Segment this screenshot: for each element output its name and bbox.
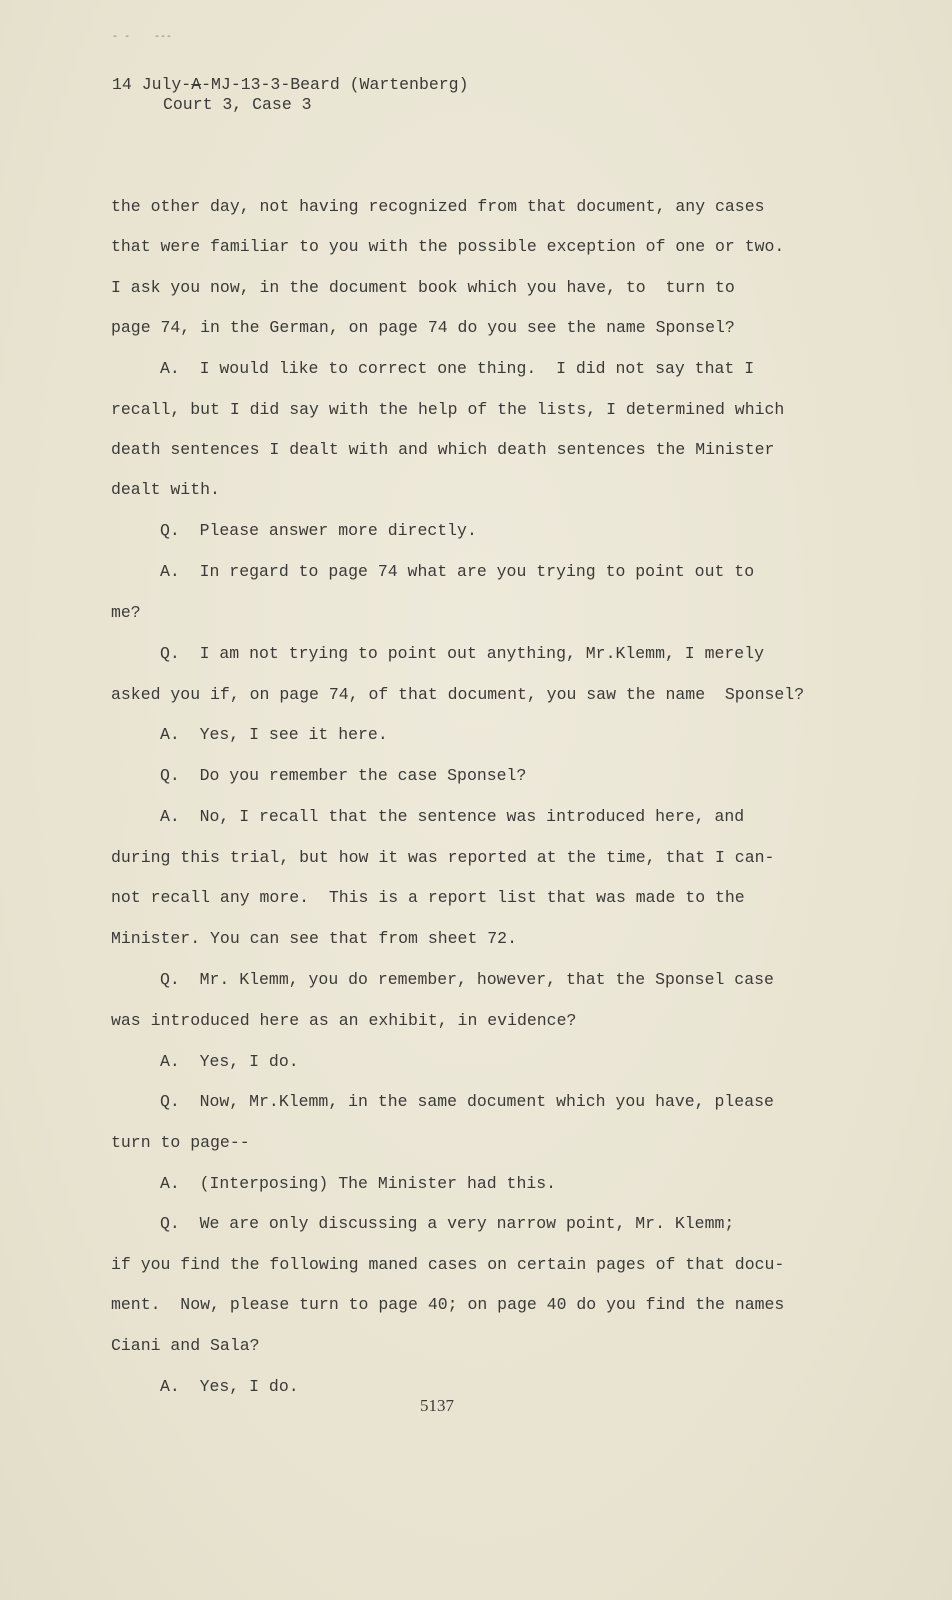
transcript-line: Q. I am not trying to point out anything, Mr.Klemm, I merely	[160, 644, 764, 663]
transcript-line: page 74, in the German, on page 74 do you see the name Sponsel?	[111, 318, 735, 337]
transcript-line: not recall any more. This is a report list that was made to the	[111, 888, 745, 907]
transcript-line: Ciani and Sala?	[111, 1336, 260, 1355]
transcript-line: Q. Do you remember the case Sponsel?	[160, 766, 527, 785]
transcript-line: I ask you now, in the document book which you have, to turn to	[111, 278, 735, 297]
transcript-line: Q. We are only discussing a very narrow point, Mr. Klemm;	[160, 1214, 735, 1233]
transcript-line: was introduced here as an exhibit, in evidence?	[111, 1011, 577, 1030]
header-line-2: Court 3, Case 3	[163, 95, 312, 114]
top-marks: - - ---	[112, 32, 173, 43]
transcript-line: A. Yes, I do.	[160, 1052, 299, 1071]
transcript-line: recall, but I did say with the help of the lists, I determined which	[111, 400, 785, 419]
transcript-line: A. Yes, I do.	[160, 1377, 299, 1396]
transcript-line: Q. Now, Mr.Klemm, in the same document which you have, please	[160, 1092, 774, 1111]
transcript-line: if you find the following maned cases on certain pages of that docu-	[111, 1255, 785, 1274]
transcript-line: Minister. You can see that from sheet 72.	[111, 929, 517, 948]
transcript-line: Q. Please answer more directly.	[160, 521, 477, 540]
transcript-line: dealt with.	[111, 480, 220, 499]
transcript-line: turn to page--	[111, 1133, 250, 1152]
header-rest: -MJ-13-3-Beard (Wartenberg)	[201, 75, 469, 94]
page-number: 5137	[420, 1396, 454, 1415]
transcript-line: that were familiar to you with the possible exception of one or two.	[111, 237, 785, 256]
transcript-line: death sentences I dealt with and which death sentences the Minister	[111, 440, 775, 459]
transcript-line: A. (Interposing) The Minister had this.	[160, 1174, 557, 1193]
header-struck-text: A	[191, 75, 202, 94]
transcript-line: me?	[111, 603, 141, 622]
transcript-line: ment. Now, please turn to page 40; on page 40 do you find the names	[111, 1295, 785, 1314]
header-prefix: 14 July-	[112, 75, 192, 94]
transcript-line: A. In regard to page 74 what are you trying to point out to	[160, 562, 755, 581]
transcript-line: A. No, I recall that the sentence was introduced here, and	[160, 807, 745, 826]
header-line-1	[112, 75, 468, 94]
transcript-line: during this trial, but how it was reported at the time, that I can-	[111, 848, 775, 867]
transcript-line: A. I would like to correct one thing. I did not say that I	[160, 359, 755, 378]
transcript-line: A. Yes, I see it here.	[160, 725, 388, 744]
transcript-line: Q. Mr. Klemm, you do remember, however, that the Sponsel case	[160, 970, 774, 989]
transcript-line: the other day, not having recognized from that document, any cases	[111, 197, 765, 216]
transcript-line: asked you if, on page 74, of that document, you saw the name Sponsel?	[111, 685, 805, 704]
